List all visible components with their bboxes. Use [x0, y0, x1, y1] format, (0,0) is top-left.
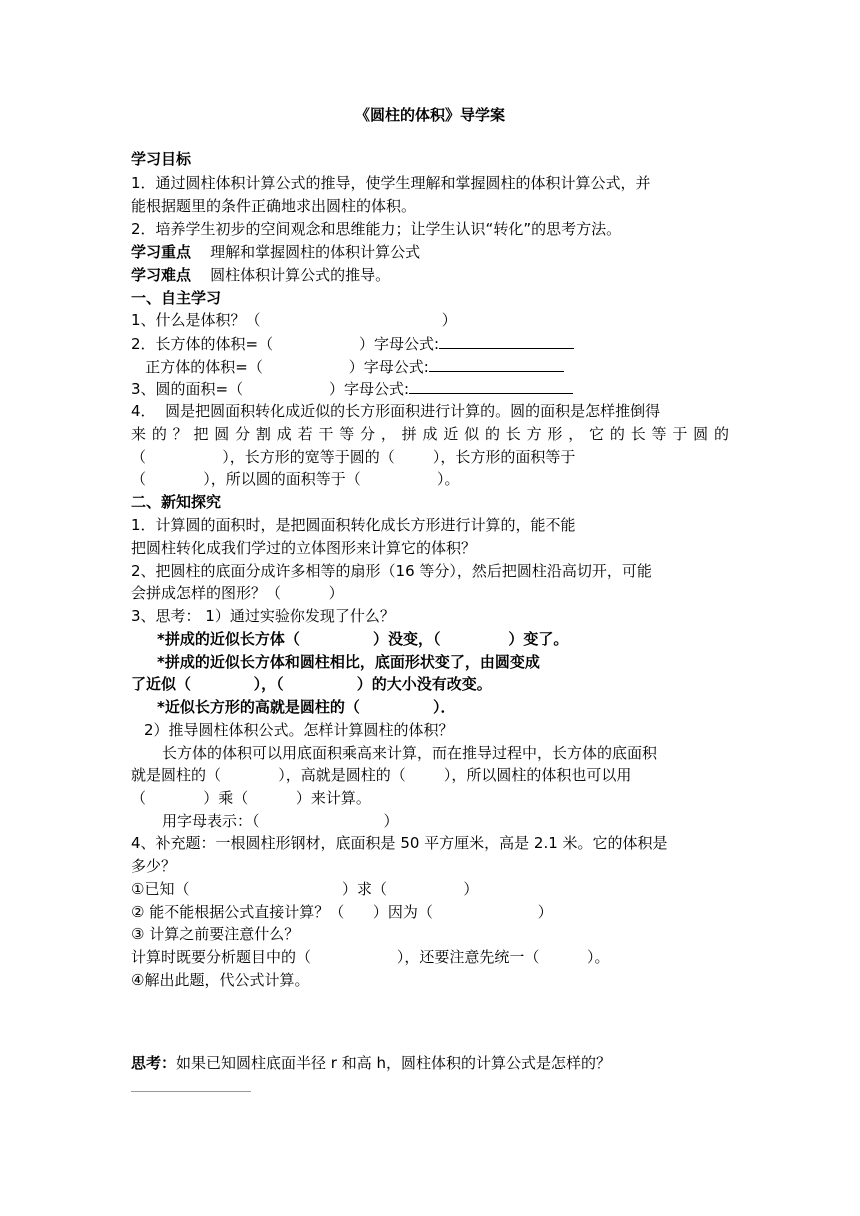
- difficult-point: [131, 265, 390, 285]
- part2-finding-1: *拼成的近似长方体（ ）没变，（ ）变了。: [157, 630, 569, 648]
- part1-q4-line-4: （ ），所以圆的面积等于（ ）。: [131, 470, 460, 488]
- part1-q2b: [131, 356, 564, 377]
- difficult-point-label: 学习难点: [131, 266, 192, 284]
- part4-step-3: ③ 计算之前要注意什么？: [131, 925, 300, 943]
- part1-q2-text: 2．长方体的体积=（ ）字母公式:: [131, 335, 439, 353]
- page-title: 《圆柱的体积》导学案: [354, 106, 505, 124]
- part2-p1-line-1: 1．计算圆的面积时，是把圆面积转化成长方形进行计算的，能不能: [131, 516, 576, 534]
- part1-q4-line-3: （ ），长方形的宽等于圆的（ ），长方形的面积等于: [131, 448, 576, 466]
- goal-1-line-1: 1．通过圆柱体积计算公式的推导，使学生理解和掌握圆柱的体积计算公式，并: [131, 174, 651, 192]
- part4-step-2: ② 能不能根据公式直接计算？（ ）因为（ ）: [131, 903, 553, 921]
- part1-q4-line-2: 来的？把圆分割成若干等分，拼成近似的长方形，它的长等于圆的: [131, 425, 729, 443]
- part2-finding-3: 了近似（ ），（ ）的大小没有改变。: [131, 675, 492, 693]
- part1-q3-text: 3、圆的面积=（ ）字母公式:: [131, 380, 409, 398]
- key-point-text: 理解和掌握圆柱的体积计算公式: [210, 243, 421, 261]
- part2-derive-line-1: 长方体的体积可以用底面积乘高来计算，而在推导过程中，长方体的底面积: [162, 744, 658, 762]
- part2-finding-2: *拼成的近似长方体和圆柱相比，底面形状变了，由圆变成: [157, 653, 540, 671]
- part1-q3: [131, 378, 573, 399]
- part2-heading: 二、新知探究: [131, 493, 222, 511]
- part1-q4-line-1: 4． 圆是把圆面积转化成近似的长方形面积进行计算的。圆的面积是怎样推倒得: [131, 402, 661, 420]
- answer-blank[interactable]: [429, 356, 564, 372]
- part2-derive-line-3: （ ）乘（ ）来计算。: [131, 789, 371, 807]
- part1-heading: 一、自主学习: [131, 289, 222, 307]
- answer-blank[interactable]: [409, 378, 573, 394]
- part2-derive-line-2: 就是圆柱的（ ），高就是圆柱的（ ），所以圆柱的体积也可以用: [131, 766, 632, 784]
- goal-2: 2．培养学生初步的空间观念和思维能力；让学生认识“转化”的思考方法。: [131, 220, 622, 238]
- think-question: [131, 1053, 611, 1073]
- think-text: 如果已知圆柱底面半径 r 和高 h，圆柱体积的计算公式是怎样的？: [176, 1054, 611, 1072]
- part4-line-1: 4、补充题：一根圆柱形钢材，底面积是 50 平方厘米，高是 2.1 米。它的体积是: [131, 834, 668, 852]
- part1-q2: [131, 333, 574, 354]
- part2-p1-line-2: 把圆柱转化成我们学过的立体图形来计算它的体积？: [131, 539, 477, 557]
- footnote-divider: [131, 1091, 251, 1092]
- key-point-label: 学习重点: [131, 243, 192, 261]
- part4-line-2: 多少？: [131, 857, 177, 875]
- difficult-point-text: 圆柱体积计算公式的推导。: [210, 266, 391, 284]
- part4-step-1: ①已知（ ）求（ ）: [131, 880, 479, 898]
- part2-finding-4: *近似长方形的高就是圆柱的（ ）．: [157, 698, 456, 716]
- part2-formula-letters: 用字母表示：（ ）: [162, 812, 399, 830]
- key-point: [131, 242, 420, 262]
- answer-blank[interactable]: [439, 333, 574, 349]
- goal-1-line-2: 能根据题里的条件正确地求出圆柱的体积。: [131, 197, 417, 215]
- part4-step-4: ④解出此题，代公式计算。: [131, 971, 310, 989]
- part2-p3: 3、思考： 1）通过实验你发现了什么？: [131, 607, 395, 625]
- part2-p2-line-2: 会拼成怎样的图形？（ ）: [131, 584, 344, 602]
- part2-derive-heading: 2）推导圆柱体积公式。怎样计算圆柱的体积？: [144, 721, 454, 739]
- part4-step-3-detail: 计算时既要分析题目中的（ ），还要注意先统一（ ）。: [131, 948, 610, 966]
- goals-heading: 学习目标: [131, 150, 192, 168]
- part1-q2b-text: 正方体的体积=（ ）字母公式:: [131, 358, 429, 376]
- part1-q1: 1、什么是体积？（ ）: [131, 311, 457, 329]
- part2-p2-line-1: 2、把圆柱的底面分成许多相等的扇形（16 等分），然后把圆柱沿高切开，可能: [131, 562, 652, 580]
- think-label: 思考：: [131, 1054, 177, 1072]
